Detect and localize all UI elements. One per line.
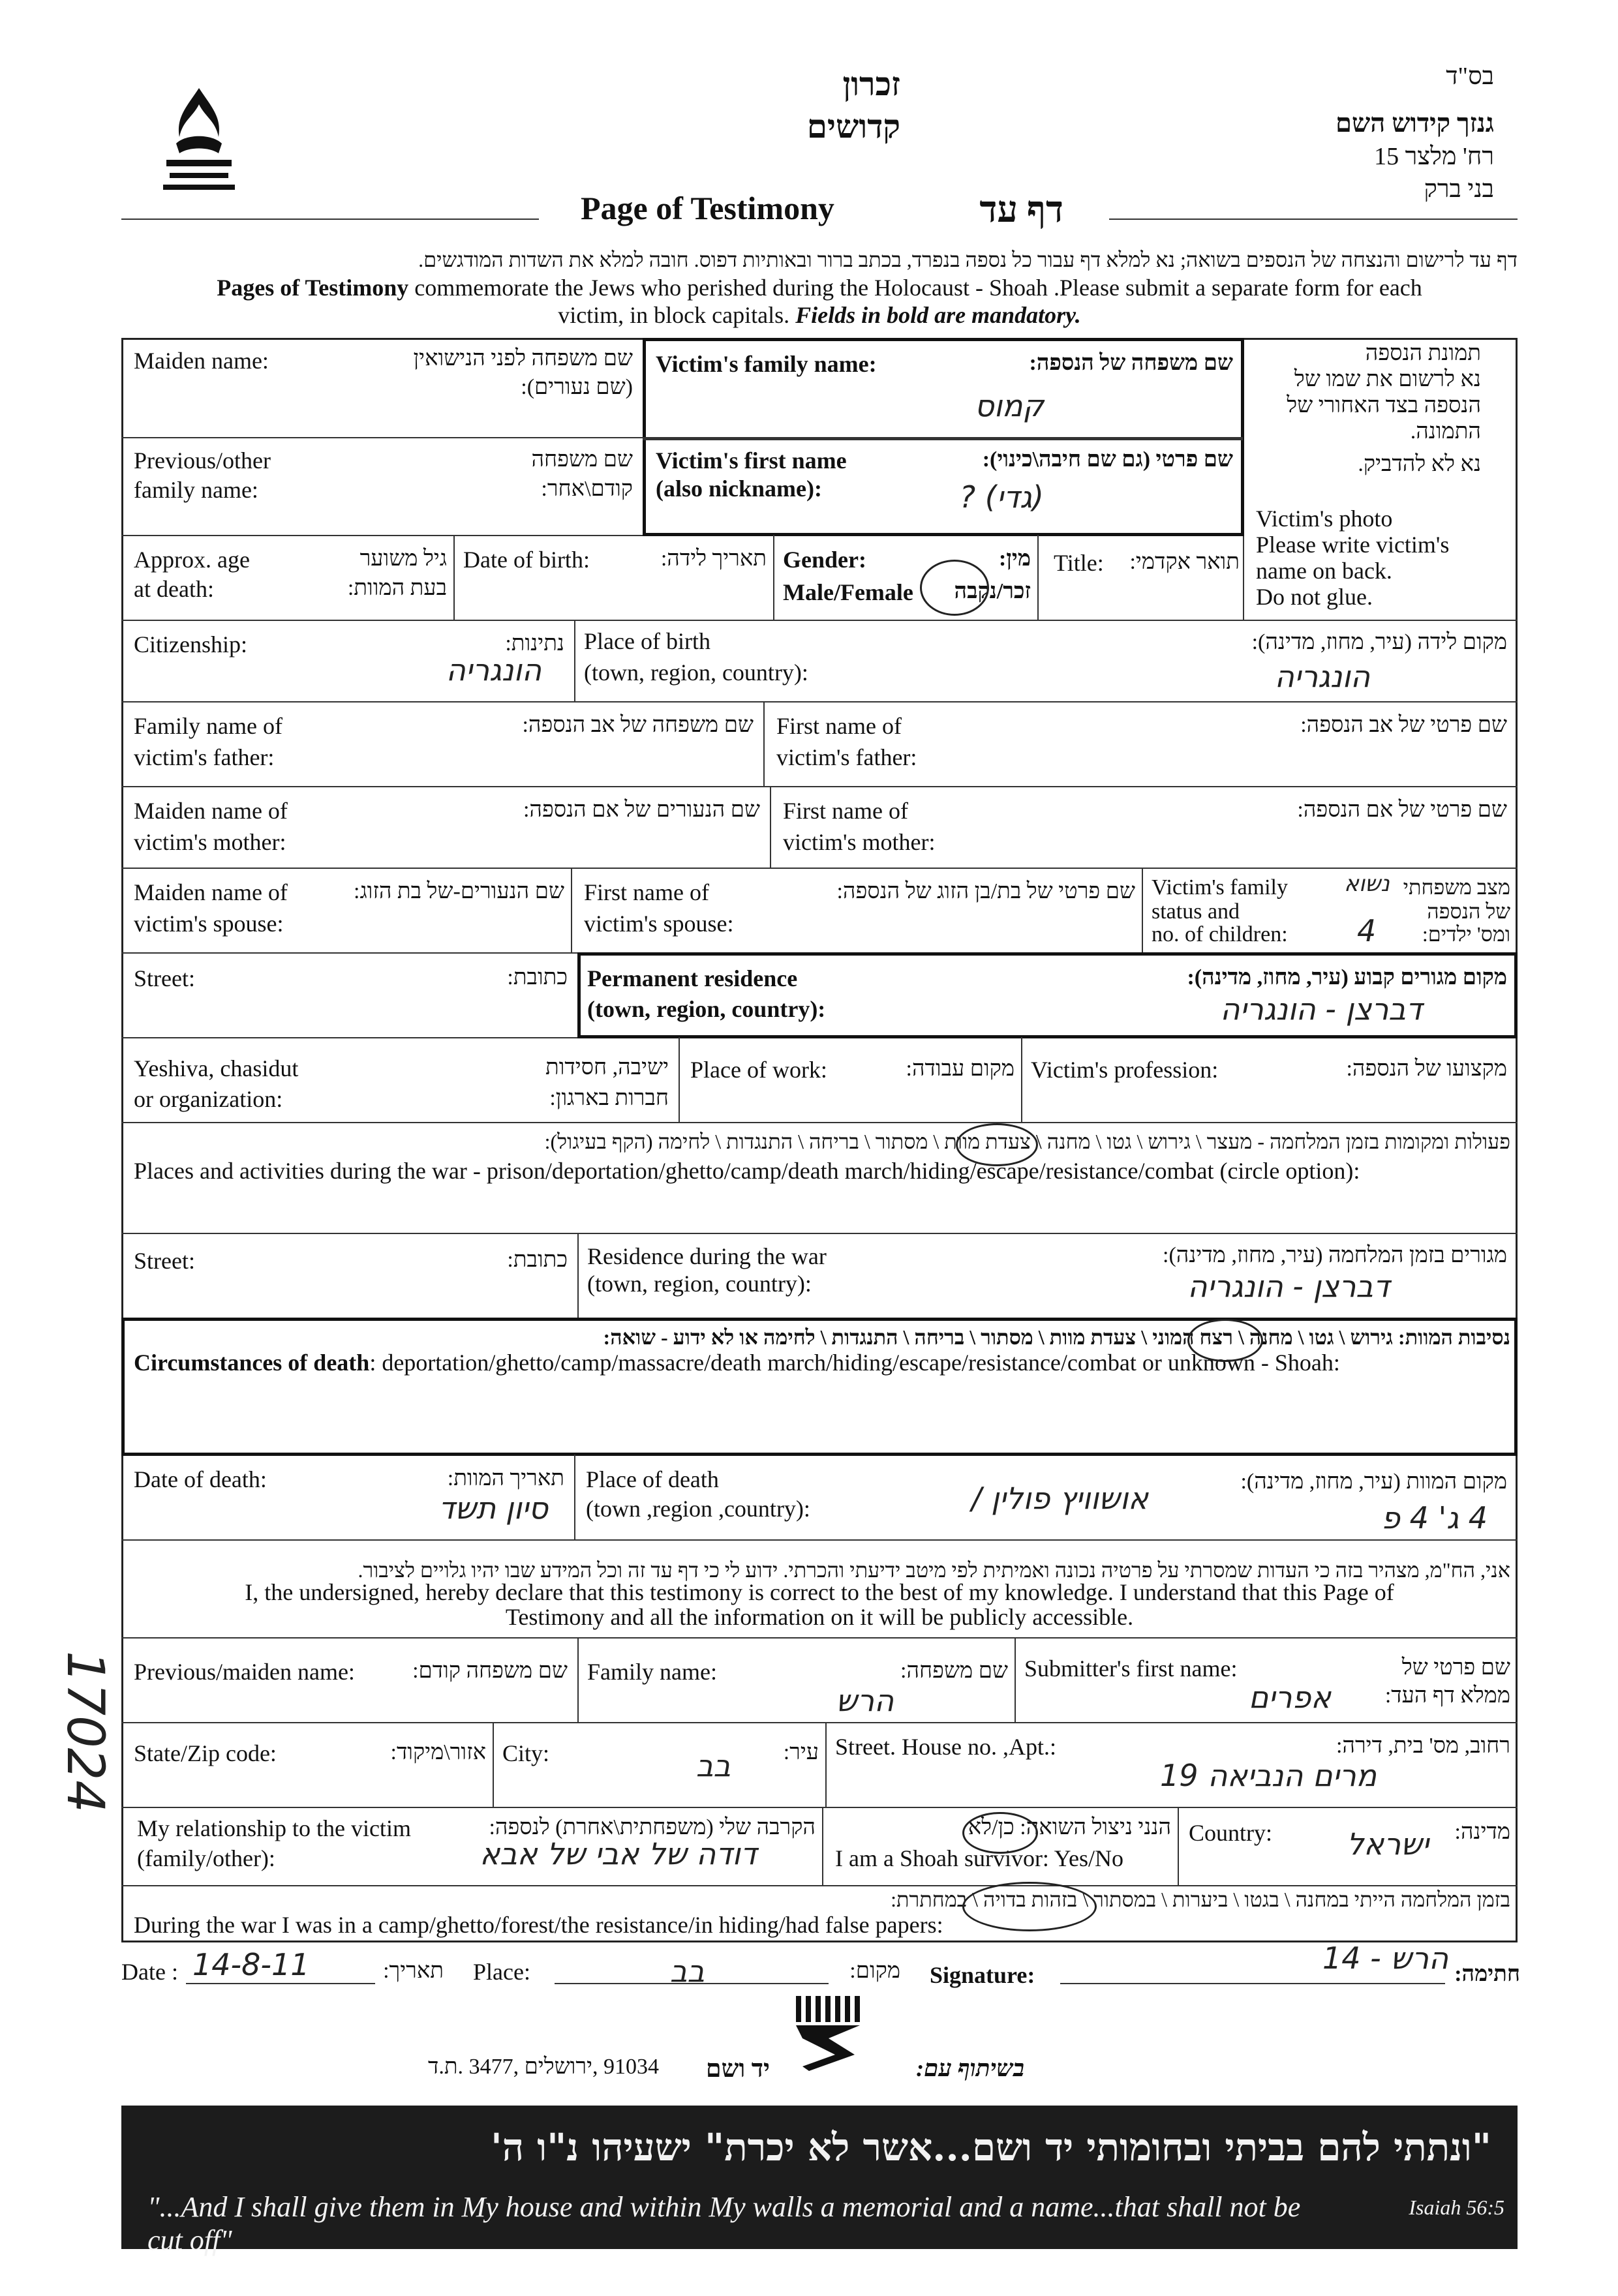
date-label-en: Date : [121,1959,178,1985]
country-value[interactable]: ישראל [1347,1826,1429,1862]
during-label-en: During the war I was in a camp/ghetto/forest/the resistance/in hiding/had false papers: [134,1912,943,1938]
father-first-label-en1: First name of [776,713,902,739]
city-label-he: עיר: [783,1740,819,1764]
date-label-he: תאריך: [383,1959,444,1983]
intro-en-line2 [121,301,1518,329]
place-label-en: Place: [473,1959,530,1985]
city-label-en: City: [502,1740,550,1766]
maiden-label-he1: שם משפחה לפני הנישואין [413,346,633,370]
maiden-field[interactable] [134,398,630,430]
war-street-label-en: Street: [134,1248,195,1274]
first-name-label-en2: (also nickname): [656,476,822,502]
pod-value[interactable]: אושוויץ פולין / [971,1481,1148,1516]
family-status-value[interactable]: נשוא [1344,871,1390,897]
age-label-en1: Approx. age [134,547,250,573]
sub-prev-label-en: Previous/maiden name: [134,1659,355,1685]
war-res-label-en1: Residence during the war [587,1243,827,1269]
places-label-en: Places and activities during the war - prison/deportation/ghetto/camp/death march/hiding/escape/resistance/combat (circle option): [134,1158,1360,1184]
center-heading-1: זכרון [842,66,900,102]
photo-he5: נא לא להדביק. [1358,452,1481,476]
bsd-mark: בס"ד [1446,63,1494,90]
title-label-en: Title: [1054,550,1104,576]
profession-label-he: מקצועו של הנספה: [1346,1057,1507,1081]
photo-he1: תמונת הנספה [1365,341,1481,365]
age-label-he1: גיל משוער [359,547,447,571]
place-value[interactable]: בב [669,1954,705,1989]
during-label-he: בזמן המלחמה הייתי במחנה \ בגטו \ ביערות \ במסתור \ בזהות בדויה \ במחתרת: [891,1888,1510,1911]
margin-note-text: 17024 [55,1650,114,1813]
yeshiva-label-he2: חברות בארגון: [549,1086,669,1110]
citizenship-value[interactable]: הונגריה [446,652,542,687]
intro-he: דף עד לרישום והנצחה של הנספים בשואה; נא למלא דף עבור כל נספה בנפרד, בכתב ברור ובאותיות דפוס. חובה למלא את השדות המודגשים. [418,248,1518,271]
yeshiva-label-en2: or organization: [134,1086,283,1112]
spouse-maiden-label-en2: victim's spouse: [134,911,284,937]
street-label-he: כתובת: [507,965,568,989]
prev-name-label-en1: Previous/other [134,447,271,474]
first-name-value[interactable]: (גדי) ? [959,479,1044,515]
children-value[interactable]: 4 [1357,913,1377,948]
citizenship-label-he: נתינות: [505,631,564,656]
org-city: בני ברק [1424,175,1494,203]
war-res-label-he: מגורים בזמן המלחמה (עיר, מחוז, מדינה): [1163,1243,1507,1267]
title-en: Page of Testimony [581,190,834,226]
pod-value-2[interactable]: 4 ג' 4 פ [1381,1500,1488,1535]
spouse-first-label-en2: victim's spouse: [584,911,734,937]
dod-value[interactable]: סיון תשד [438,1490,548,1526]
maiden-label-he2: (שם נעורים): [521,375,633,399]
prev-name-label-he1: שם משפחה [531,447,633,472]
sub-family-value[interactable]: הרש [836,1683,894,1718]
quote-he: "ונתתי להם בביתי ובחומותי יד ושם...אשר לא יכרת" ישעיהו נ"ו ה' [490,2125,1491,2169]
prev-name-label-he2: קודם\אחר: [541,477,633,501]
street-label-en: Street: [134,965,195,991]
perm-res-label-he: מקום מגורים קבוע (עיר, מחוז, מדינה): [1187,965,1507,989]
sub-first-label-en: Submitter's first name: [1024,1655,1238,1682]
quote-banner [121,2106,1518,2256]
place-label-he: מקום: [849,1959,900,1983]
photo-he4: התמונה. [1410,419,1481,444]
gender-label-he2: זכר/נקבה [954,579,1031,603]
father-family-label-he: שם משפחה של אב הנספה: [522,713,754,737]
maiden-label-en: Maiden name: [134,348,269,374]
sub-prev-label-he: שם משפחה קודם: [412,1659,568,1683]
sub-street-label-he: רחוב, מס' בית, דירה: [1336,1734,1510,1758]
quote-ref: Isaiah 56:5 [1409,2196,1504,2219]
spouse-first-label-he: שם פרטי של בת/בן הזוג של הנספה: [836,879,1135,903]
pod-label-en2: (town ,region ,country): [586,1496,810,1522]
family-status-label-he1: מצב משפחתי [1403,875,1510,899]
perm-res-value[interactable]: דברצן - הונגריה [1220,991,1422,1027]
prev-name-label-en2: family name: [134,477,258,503]
family-status-label-en2: status and [1152,899,1240,924]
sub-family-label-en: Family name: [587,1659,717,1685]
center-heading-2: קדושים [806,108,900,145]
mother-first-label-he: שם פרטי של אם הנספה: [1297,798,1507,822]
dod-label-he: תאריך המוות: [447,1466,564,1490]
intro-en-line1 [121,274,1518,301]
perm-res-label-en1: Permanent residence [587,965,798,991]
zip-label-en: State/Zip code: [134,1740,277,1766]
photo-en4: Do not glue. [1256,584,1373,610]
father-first-label-he: שם פרטי של אב הנספה: [1300,713,1507,737]
declaration-en1: I, the undersigned, hereby declare that this testimony is correct to the best of my knowledge. I understand that this Page of [245,1579,1394,1605]
citizenship-label-en: Citizenship: [134,631,247,657]
spouse-first-label-en1: First name of [584,879,709,905]
gender-label-en1: Gender: [783,547,866,573]
country-label-he: מדינה: [1454,1820,1510,1844]
age-label-en2: at death: [134,576,214,602]
signature-label-en: Signature: [930,1962,1035,1988]
yeshiva-label-en1: Yeshiva, chasidut [134,1055,299,1081]
sub-family-label-he: שם משפחה: [900,1659,1008,1683]
camp-circle[interactable] [956,1123,1038,1166]
rel-label-en2: (family/other): [137,1845,275,1871]
family-name-label-en: Victim's family name: [656,351,877,377]
perm-res-label-en2: (town, region, country): [587,996,826,1022]
pob-label-en2: (town, region, country): [584,659,808,686]
gender-circle[interactable] [920,560,989,616]
photo-en1: Victim's photo [1256,506,1393,532]
pob-label-en1: Place of birth [584,628,710,654]
footer-address: 91034 ,ירושלים ,3477 .ת.ד [427,2055,659,2079]
sub-street-label-en: Street. House no. ,Apt.: [835,1734,1056,1760]
dob-label-en: Date of birth: [463,547,590,573]
rel-label-he: הקרבה שלי (משפחתית\אחרת) לנספה: [489,1815,816,1839]
country-label-en: Country: [1189,1820,1273,1846]
rel-value[interactable]: דודה של אבי של אבא [480,1836,757,1871]
circumstances-label-en [134,1348,1340,1378]
sub-first-label-he1: שם פרטי של [1401,1655,1510,1680]
first-name-label-he: שם פרטי (גם שם חיבה\כינוי): [982,447,1233,472]
camp-circle-2[interactable] [1187,1319,1263,1362]
family-status-label-he2: של הנספה [1427,899,1510,923]
dod-label-en: Date of death: [134,1466,267,1492]
first-name-label-en1: Victim's first name [656,447,847,474]
work-label-he: מקום עבודה: [906,1057,1015,1081]
mother-maiden-label-en2: victim's mother: [134,829,286,855]
intro-en-bold: Pages of Testimony [217,275,409,301]
yad-vashem-label: יד ושם [705,2055,770,2083]
pod-label-he: מקום המוות (עיר, מחוז, מדינה): [1240,1470,1507,1494]
city-value[interactable]: בב [695,1748,731,1783]
survivor-circle[interactable] [962,1812,1038,1854]
gender-label-he1: מין: [998,547,1031,571]
family-name-label-he: שם משפחה של הנספה: [1029,351,1233,375]
circumstances-en-bold: Circumstances of death [134,1350,370,1376]
war-res-value[interactable]: דברצן - הונגריה [1187,1269,1390,1304]
yeshiva-label-he1: ישיבה, חסידות [545,1055,669,1080]
mother-first-label-en1: First name of [783,798,908,824]
pob-value[interactable]: הונגריה [1274,659,1370,694]
mother-maiden-label-he: שם הנעורים של אם הנספה: [523,798,760,822]
pob-label-he: מקום לידה (עיר, מחוז, מדינה): [1251,630,1507,654]
war-res-label-en2: (town, region, country): [587,1271,812,1297]
age-label-he2: בעת המוות: [347,576,447,600]
sub-first-value[interactable]: אפרים [1248,1680,1331,1715]
declaration-en2: Testimony and all the information on it will be publicly accessible. [505,1604,1134,1630]
yad-vashem-logo [789,1989,868,2074]
signature-value[interactable]: הרש - 14 [1322,1941,1448,1976]
photo-he2: נא לרשום את שמו של [1294,367,1481,391]
father-family-label-en1: Family name of [134,713,282,739]
org-name: גנזך קידוש השם [1336,108,1494,138]
pod-label-en1: Place of death [586,1466,719,1492]
photo-en3: name on back. [1256,558,1392,584]
mother-maiden-label-en1: Maiden name of [134,798,288,824]
spouse-maiden-label-he: שם הנעורים-של בת הזוג: [354,879,564,903]
date-value[interactable]: 14-8-11 [192,1947,310,1982]
signature-label-he: חתימה: [1454,1962,1520,1986]
false-papers-circle[interactable] [962,1882,1097,1931]
family-status-label-en3: no. of children: [1152,922,1288,946]
circumstances-label-he: נסיבות המוות: גירוש \ גטו \ מחנה \ רצח המוני \ צעדת מוות \ מסתור \ בריחה \ התנגדות \ לחימה או לא ידוע - שואה: [603,1325,1510,1349]
sub-first-label-he2: ממלא דף העד: [1384,1684,1510,1708]
father-first-label-en2: victim's father: [776,744,917,770]
intro-en2: victim, in block capitals. [558,302,796,328]
profession-label-en: Victim's profession: [1031,1057,1219,1083]
survivor-label-en: I am a Shoah survivor: Yes/No [835,1845,1123,1871]
circumstances-en-rest: : deportation/ghetto/camp/massacre/death march/hiding/escape/resistance/combat or unknown - Shoah: [369,1350,1340,1376]
work-label-en: Place of work: [690,1057,827,1083]
photo-he3: הנספה בצד האחורי של [1287,393,1481,417]
survivor-label-he: הנני ניצול השואה: כן/לא [968,1815,1171,1839]
family-status-label-en1: Victim's family [1152,875,1288,899]
zip-label-he: אזור\מיקוד: [390,1740,486,1764]
places-label-he: פעולות ומקומות בזמן המלחמה - מעצר \ גירוש \ גטו \ מחנה \ צעדת מוות \ מסתור \ בריחה \ התנגדות \ לחימה (הקף בעיגול): [544,1130,1510,1153]
logo [150,82,248,199]
quote-en: "...And I shall give them in My house and within My walls a memorial and a name...that shall not be cut off" [147,2191,1301,2256]
org-street: רח' מלצר 15 [1374,143,1494,170]
dob-label-he: תאריך לידה: [660,547,767,571]
father-family-label-en2: victim's father: [134,744,275,770]
photo-en2: Please write victim's [1256,532,1450,558]
family-name-value[interactable]: קמוס [974,388,1044,423]
margin-note [26,1592,124,1865]
mother-first-label-en2: victim's mother: [783,829,936,855]
rel-label-en1: My relationship to the victim [137,1815,411,1841]
war-street-label-he: כתובת: [507,1248,568,1272]
declaration-he: אני, הח"מ, מצהיר בזה כי העדות שמסרתי על פרטיה נכונה ואמיתית לפי מיטב ידיעתי והכרתי. ידוע לי כי דף עד זה וכל המידע שבו יהיו גלויים לציבור. [358,1558,1510,1582]
gender-label-en2: Male/Female [783,579,913,605]
family-status-label-he3: ומס' ילדים: [1422,922,1510,946]
spouse-maiden-label-en1: Maiden name of [134,879,288,905]
intro-en-rest: commemorate the Jews who perished during the Holocaust - Shoah .Please submit a separate form for each [408,275,1422,301]
title-label-he: תואר אקדמי: [1129,550,1240,574]
title-he: דף עד [979,190,1063,230]
intro-en2-bold: Fields in bold are mandatory. [795,302,1081,328]
sub-street-value[interactable]: מרים הנביאה 19 [1160,1758,1377,1793]
coop-label: בשיתוף עם: [916,2055,1024,2081]
